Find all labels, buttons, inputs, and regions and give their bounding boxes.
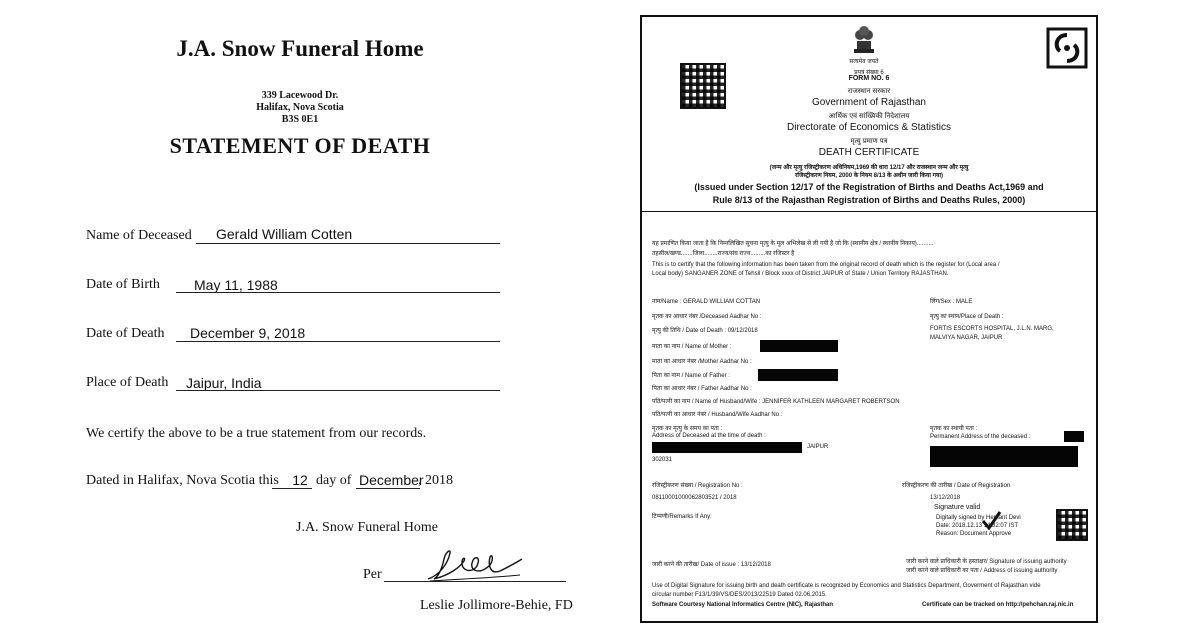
dated-mid: day of xyxy=(316,473,352,488)
cert-title: DEATH CERTIFICATE xyxy=(818,147,920,158)
dod-label: Date of Death xyxy=(86,326,165,341)
place-label: Place of Death xyxy=(86,375,169,390)
address-line-3: B3S 0E1 xyxy=(281,114,319,125)
day-underline xyxy=(272,488,312,489)
certify-en-2: Local body) SANGANER ZONE of Tehsil / Block xxxx of District JAIPUR of State / Union Territory RAJASTHAN. xyxy=(652,271,949,277)
form-no: FORM NO. 6 xyxy=(848,75,890,82)
signature-authority: जारी करने वाले प्राधिकारी के हस्ताक्षर/ Signature of issuing authority xyxy=(906,559,1067,565)
redaction-permanent-1 xyxy=(1064,431,1084,442)
redaction-father xyxy=(758,369,838,381)
address-line-2: Halifax, Nova Scotia xyxy=(256,102,344,113)
permanent-address-label: Permanent Address of the deceased : xyxy=(930,434,1031,440)
place-underline xyxy=(176,390,500,391)
emblem-caption: सत्यमेव जयते xyxy=(849,59,879,65)
place-line-1: FORTIS ESCORTS HOSPITAL, J.L.N. MARG, xyxy=(930,326,1054,332)
dob-underline xyxy=(176,292,500,293)
dod-value: December 9, 2018 xyxy=(190,325,306,341)
footer-note-1: Use of Digital Signature for issuing birth and death certificate is recognized by Economics and Statistics Department, Goverment of Rajasthan vide xyxy=(652,583,1041,589)
date-of-issue: जारी करने की तारीख/ Date of issue : 13/12/2018 xyxy=(652,562,771,568)
gov-name: Government of Rajasthan xyxy=(812,97,926,108)
form-no-hindi: प्रपत्र संख्या 6 xyxy=(854,70,884,76)
permanent-address-hindi: मृतक का स्थायी पता : xyxy=(930,426,978,432)
address-city: JAIPUR xyxy=(807,444,829,450)
dir-name: Directorate of Economics & Statistics xyxy=(787,122,951,133)
address-label: Address of Deceased at the time of death : xyxy=(652,433,766,439)
check-mark-icon xyxy=(980,509,1002,531)
cert-hindi: मृत्यु प्रमाण पत्र xyxy=(850,138,888,145)
dir-hindi: आर्थिक एवं सांख्यिकी निदेशालय xyxy=(828,113,910,120)
statement-title: STATEMENT OF DEATH xyxy=(169,133,431,158)
place-of-death-label: मृत्यु का स्थान/Place of Death : xyxy=(930,314,1004,320)
place-line-2: MALVIYA NAGAR, JAIPUR xyxy=(930,335,1003,341)
address-pin: 302031 xyxy=(652,457,673,463)
death-certificate xyxy=(640,15,1098,623)
dod-underline xyxy=(176,341,500,342)
deceased-name: नाम/Name : GERALD WILLIAM COTTAN xyxy=(652,299,761,305)
issued-en-2: Rule 8/13 of the Rajasthan Registration of Births and Deaths Rules, 2000) xyxy=(712,195,1026,205)
signature-line-2: Date: 2018.12.13 14:32:07 IST xyxy=(936,523,1019,529)
dob-label: Date of Birth xyxy=(86,277,160,292)
date-registration: 13/12/2018 xyxy=(930,495,961,501)
signature-line-1: Digitally signed by Hemant Devi xyxy=(936,515,1021,521)
dated-prefix: Dated in Halifax, Nova Scotia this xyxy=(86,473,279,488)
name-value: Gerald William Cotten xyxy=(216,226,353,242)
name-label: Name of Deceased xyxy=(86,228,192,243)
dob-value: May 11, 1988 xyxy=(194,277,278,293)
address-authority: जारी करने वाले प्राधिकारी का पता / Address of issuing authority xyxy=(906,568,1058,574)
signature-line-3: Reason: Document Approve xyxy=(936,531,1012,537)
software-courtesy: Software Courtesy National Informatics Centre (NIC), Rajasthan xyxy=(652,602,834,608)
redaction-address xyxy=(652,442,802,453)
issued-hindi-2: रजिस्ट्रीकरण नियम, 2000 के नियम 8/13 के अधीन जारी किया गया) xyxy=(794,173,944,179)
husband-wife-aadhar: पति/पत्नी का आधार नंबर / Husband/Wife Aadhar No : xyxy=(652,412,783,418)
address-line-1: 339 Lacewood Dr. xyxy=(261,90,339,101)
header-divider xyxy=(642,211,1096,212)
name-underline xyxy=(196,243,500,244)
signature-valid: Signature valid xyxy=(934,504,981,511)
father-name: पिता का नाम / Name of Father : xyxy=(652,373,730,379)
department-logo-icon xyxy=(1046,27,1088,69)
qr-code-bottom xyxy=(1056,509,1088,541)
gov-hindi: राजस्थान सरकार xyxy=(847,88,891,95)
husband-wife-name: पति/पत्नी का नाम / Name of Husband/Wife : JENNIFER KATHLEEN MARGARET ROBERTSON xyxy=(652,399,900,405)
registration-label: रजिस्ट्रीकरण संख्या / Registration No : xyxy=(652,483,743,489)
tracking-url: Certificate can be tracked on http://pehchan.raj.nic.in xyxy=(922,602,1074,608)
remarks-label: टिप्पणी/Remarks If Any: xyxy=(652,514,712,520)
month-underline xyxy=(356,488,420,489)
dated-year: , 2018 xyxy=(418,473,453,488)
date-registration-label: रजिस्ट्रीकरण की तारीख / Date of Registration xyxy=(902,483,1011,489)
issued-en-1: (Issued under Section 12/17 of the Registration of Births and Deaths Act,1969 and xyxy=(694,182,1044,192)
father-aadhar: पिता का आधार नंबर / Father Aadhar No : xyxy=(652,386,752,392)
deceased-aadhar: मृतक का आधार नंबर /Deceased Aadhar No : xyxy=(652,314,762,320)
dated-month: December xyxy=(359,472,424,488)
certify-hindi-1: यह प्रमाणित किया जाता है कि निम्नलिखित सूचना मृत्यु के मूल अभिलेख से ली गयी है जो कि (स्थानीय क्षेत्र / स्थानीय निकाय).......... xyxy=(652,241,934,247)
funeral-home-title: J.A. Snow Funeral Home xyxy=(176,36,424,61)
per-label: Per xyxy=(363,567,382,582)
certify-hindi-2: तहसील/खण्ड.......जिला........राज्य/संघ राज्य.........का रजिस्टर है xyxy=(652,251,795,257)
signer-name: Leslie Jollimore-Behie, FD xyxy=(420,598,573,613)
dated-day: 12 xyxy=(292,472,308,488)
mother-aadhar: माता का आधार नंबर /Mother Aadhar No : xyxy=(652,359,752,365)
address-hindi: मृतक का मृत्यु के समय का पता : xyxy=(652,426,723,432)
handwritten-signature xyxy=(420,545,530,585)
mother-name: माता का नाम / Name of Mother : xyxy=(652,344,732,350)
deceased-sex: लिंग/Sex : MALE xyxy=(930,299,973,305)
certify-en-1: This is to certify that the following information has been taken from the original record of death which is the register for (Local area / xyxy=(652,262,1000,268)
certify-text: We certify the above to be a true statement from our records. xyxy=(86,426,427,441)
footer-org: J.A. Snow Funeral Home xyxy=(296,520,438,535)
footer-note-2: circular number F13/1/39/VS/DES/2013/22519 Dated 02.06.2015. xyxy=(652,592,827,598)
redaction-permanent-2 xyxy=(930,446,1078,467)
date-of-death: मृत्यु की तिथि / Date of Death : 09/12/2018 xyxy=(652,328,758,334)
registration-number: 08110001000062803521 / 2018 xyxy=(652,495,737,501)
redaction-mother xyxy=(760,340,838,352)
place-value: Jaipur, India xyxy=(186,375,262,391)
state-emblem-icon xyxy=(851,23,877,57)
issued-hindi-1: (जन्म और मृत्यु रजिस्ट्रीकरण अधिनियम,1969 की धारा 12/17 और राजस्थान जन्म और मृत्यु xyxy=(769,165,969,171)
